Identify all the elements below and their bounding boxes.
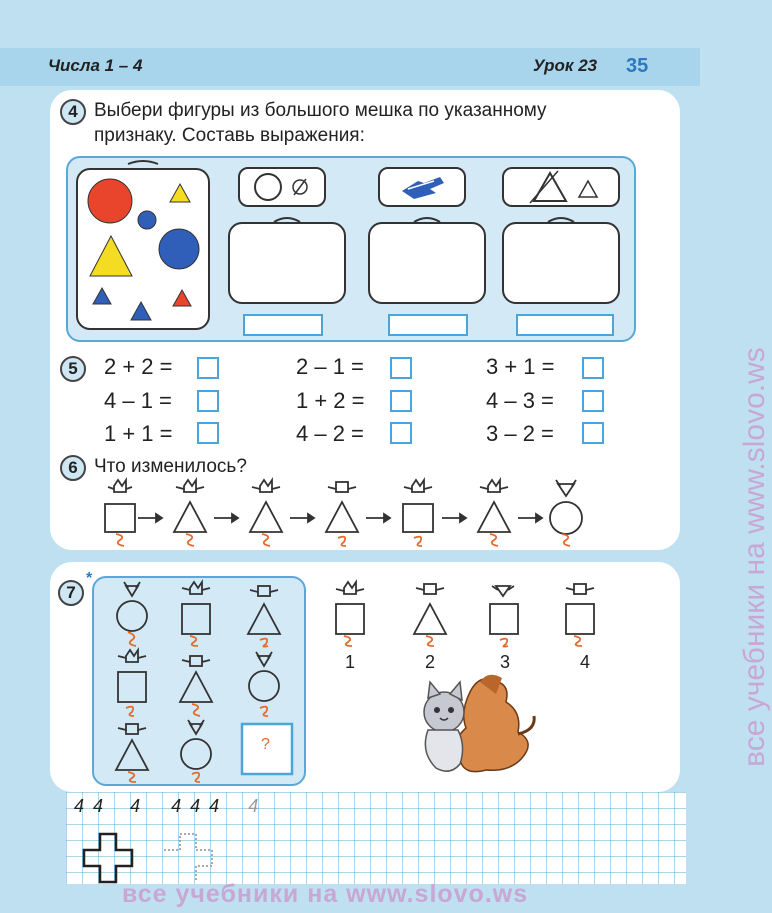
big-blue-circle-icon	[159, 229, 199, 269]
answer-box[interactable]	[390, 422, 412, 444]
task-6-text: Что изменилось?	[94, 456, 247, 477]
answer-box[interactable]	[197, 357, 219, 379]
equation: 1 + 1 =	[104, 421, 173, 446]
figure-triangle-head-circle-icon	[181, 720, 211, 782]
equation: 4 – 1 =	[104, 388, 172, 413]
bag-tie-icon	[128, 161, 158, 164]
equation: 2 – 1 =	[296, 354, 364, 379]
option-1-figure-icon	[336, 582, 364, 646]
grid-digit: 4	[171, 796, 184, 816]
task-5-number: 5	[60, 356, 86, 382]
small-red-triangle-icon	[173, 290, 191, 306]
figure-cat-square-icon	[118, 650, 146, 716]
figure-cat-triangle-icon	[478, 480, 510, 546]
task-7-figures-grid	[92, 576, 306, 786]
figure-triangle-head-circle-icon	[117, 582, 147, 646]
equation: 4 – 3 =	[486, 388, 554, 413]
task-7-options	[320, 580, 620, 650]
figure-square-head-triangle-icon	[248, 586, 280, 647]
answer-box[interactable]	[582, 390, 604, 412]
chapter-title: Числа 1 – 4	[48, 56, 143, 75]
task-4-text-line2: признаку. Составь выражения:	[94, 125, 365, 146]
figure-cat-square-icon	[105, 480, 135, 546]
option-3-figure-icon	[490, 586, 518, 647]
grid-digit: 4	[130, 796, 143, 816]
expression-slot-2[interactable]	[388, 314, 468, 336]
task-4-number: 4	[60, 99, 86, 125]
missing-figure-question[interactable]: ?	[261, 736, 270, 753]
watermark-side: все учебники на www.slovo.ws	[737, 347, 771, 767]
watermark-bottom: все учебники на www.slovo.ws	[122, 880, 529, 908]
grid-digit: 4	[93, 796, 106, 816]
figure-cat-square-icon	[182, 582, 210, 646]
figure-square-head-triangle-icon	[326, 482, 358, 546]
answer-box[interactable]	[197, 422, 219, 444]
figure-cat-triangle-icon	[174, 480, 206, 546]
answer-box[interactable]	[582, 422, 604, 444]
equation: 3 + 1 =	[486, 354, 555, 379]
option-2-figure-icon	[414, 584, 446, 646]
expression-slot-3[interactable]	[516, 314, 614, 336]
option-2-label[interactable]: 2	[425, 652, 436, 672]
bag-ties	[228, 210, 628, 226]
grid-digit: 4	[190, 796, 203, 816]
grid-digit: 4	[248, 796, 261, 816]
small-blue-triangle-icon	[93, 288, 111, 304]
bag-box-3	[502, 222, 620, 304]
big-yellow-triangle-icon	[90, 236, 132, 276]
small-blue-triangle-icon	[131, 302, 151, 320]
equation: 1 + 2 =	[296, 388, 365, 413]
triangle-criterion-icon	[502, 167, 620, 207]
answer-box[interactable]	[390, 357, 412, 379]
answer-box[interactable]	[197, 390, 219, 412]
lesson-title: Урок 23	[533, 56, 598, 75]
task-7-number: 7	[58, 580, 84, 606]
page-number: 35	[626, 55, 649, 77]
figure-cat-square-icon	[403, 480, 433, 546]
blue-paint-icon	[378, 167, 466, 207]
grid-digits	[74, 796, 260, 817]
bag-box-2	[368, 222, 486, 304]
option-3-label[interactable]: 3	[500, 652, 511, 672]
figure-triangle-head-circle-icon	[249, 652, 279, 716]
equation: 3 – 2 =	[486, 421, 554, 446]
option-4-label[interactable]: 4	[580, 652, 591, 672]
task-6-number: 6	[60, 455, 86, 481]
bag-box-1	[228, 222, 346, 304]
task-7-star: *	[86, 570, 93, 587]
dog-icon	[456, 679, 528, 772]
expression-slot-1[interactable]	[243, 314, 323, 336]
big-bag-shapes	[76, 150, 210, 330]
task-4-text-line1: Выбери фигуры из большого мешка по указанному	[94, 100, 547, 121]
equation: 2 + 2 =	[104, 354, 173, 379]
option-4-figure-icon	[566, 584, 594, 646]
figure-square-head-triangle-icon	[180, 656, 212, 716]
answer-box[interactable]	[582, 357, 604, 379]
figure-cat-triangle-icon	[250, 480, 282, 546]
equation: 4 – 2 =	[296, 421, 364, 446]
circle-criterion-icon	[238, 167, 326, 207]
figure-triangle-head-circle-icon	[550, 480, 582, 546]
grid-digit: 4	[74, 796, 87, 816]
answer-box[interactable]	[390, 390, 412, 412]
small-blue-circle-icon	[138, 211, 156, 229]
option-1-label[interactable]: 1	[345, 652, 356, 672]
figure-square-head-triangle-icon	[116, 724, 148, 782]
small-yellow-triangle-icon	[170, 184, 190, 202]
cat-dog-illustration	[410, 672, 540, 782]
grid-digit: 4	[209, 796, 222, 816]
cat-sequence	[96, 478, 616, 550]
big-red-circle-icon	[88, 179, 132, 223]
